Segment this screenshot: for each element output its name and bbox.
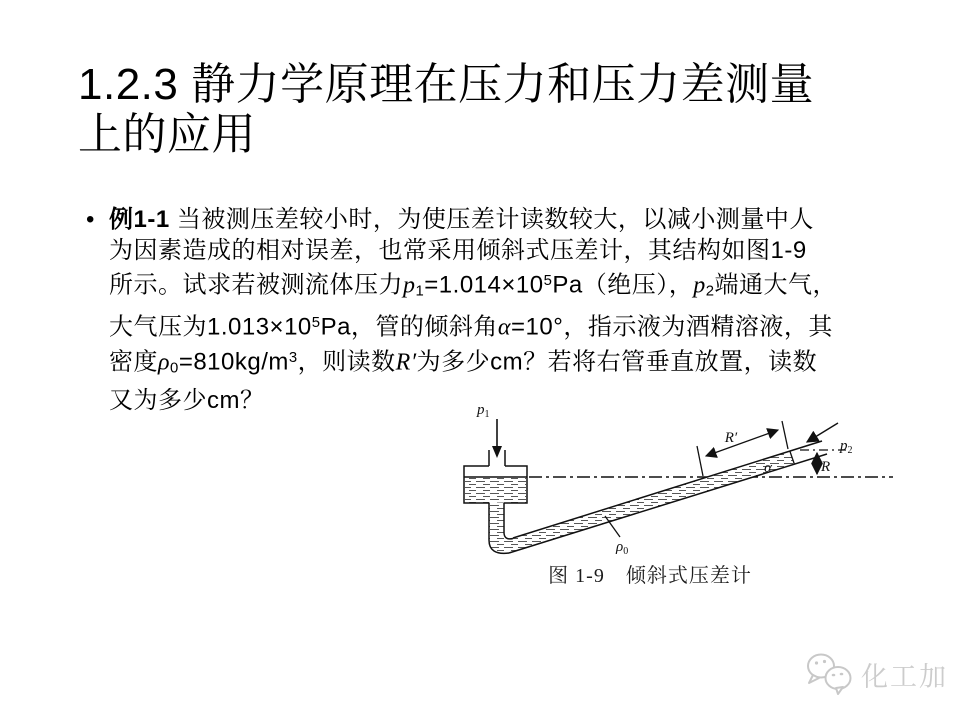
rho0-label: $\rho_0$ <box>616 539 629 557</box>
liquid-hatch <box>489 452 795 554</box>
logo-text: 化工加 <box>861 661 948 692</box>
wechat-icon <box>801 650 857 698</box>
body-line: 又为多少cm？ <box>109 386 265 414</box>
body-line: 例1-1 当被测压差较小时，为使压差计读数较大，以减小测量中人 <box>109 206 814 233</box>
wechat-logo <box>801 650 948 698</box>
body-line: 所示。试求若被测流体压力$p1=1.014\times 10^5Pa$（绝压），p2端通大气， <box>109 271 837 300</box>
body-line: 大气压为$1.013\times 10^5Pa$，管的倾斜角α=10°，指示液为酒精溶液，其 <box>109 313 833 341</box>
r-label: R <box>821 459 831 475</box>
r-prime-arrow <box>706 430 778 456</box>
example-text-lines <box>109 204 906 416</box>
inclined-tube <box>489 441 827 553</box>
example-paragraph <box>86 204 906 416</box>
alpha-label: α <box>764 460 772 476</box>
slide-title-line2: 上的应用 <box>78 110 256 159</box>
r-prime-label: R′ <box>724 430 738 446</box>
figure-caption: 图 1-9 倾斜式压差计 <box>548 565 752 587</box>
r-prime-left-tick <box>697 446 703 476</box>
p1-arrow <box>492 419 502 458</box>
body-line: 密度$\rho 0=810kg/m^3$，则读数R′为多少cm？若将右管垂直放置，读数 <box>109 348 818 377</box>
p2-label: $p_2$ <box>840 438 853 456</box>
r-prime-right-tick <box>782 421 788 449</box>
bullet-marker: • <box>86 206 95 233</box>
slide-title <box>78 60 928 160</box>
slide-title-line1: 1.2.3 静力学原理在压力和压力差测量 <box>78 60 815 109</box>
reservoir <box>464 450 527 503</box>
p1-label: $p_1$ <box>477 402 490 420</box>
p2-arrow <box>807 423 838 442</box>
body-line: 为因素造成的相对误差，也常采用倾斜式压差计，其结构如图1-9 <box>109 237 807 264</box>
